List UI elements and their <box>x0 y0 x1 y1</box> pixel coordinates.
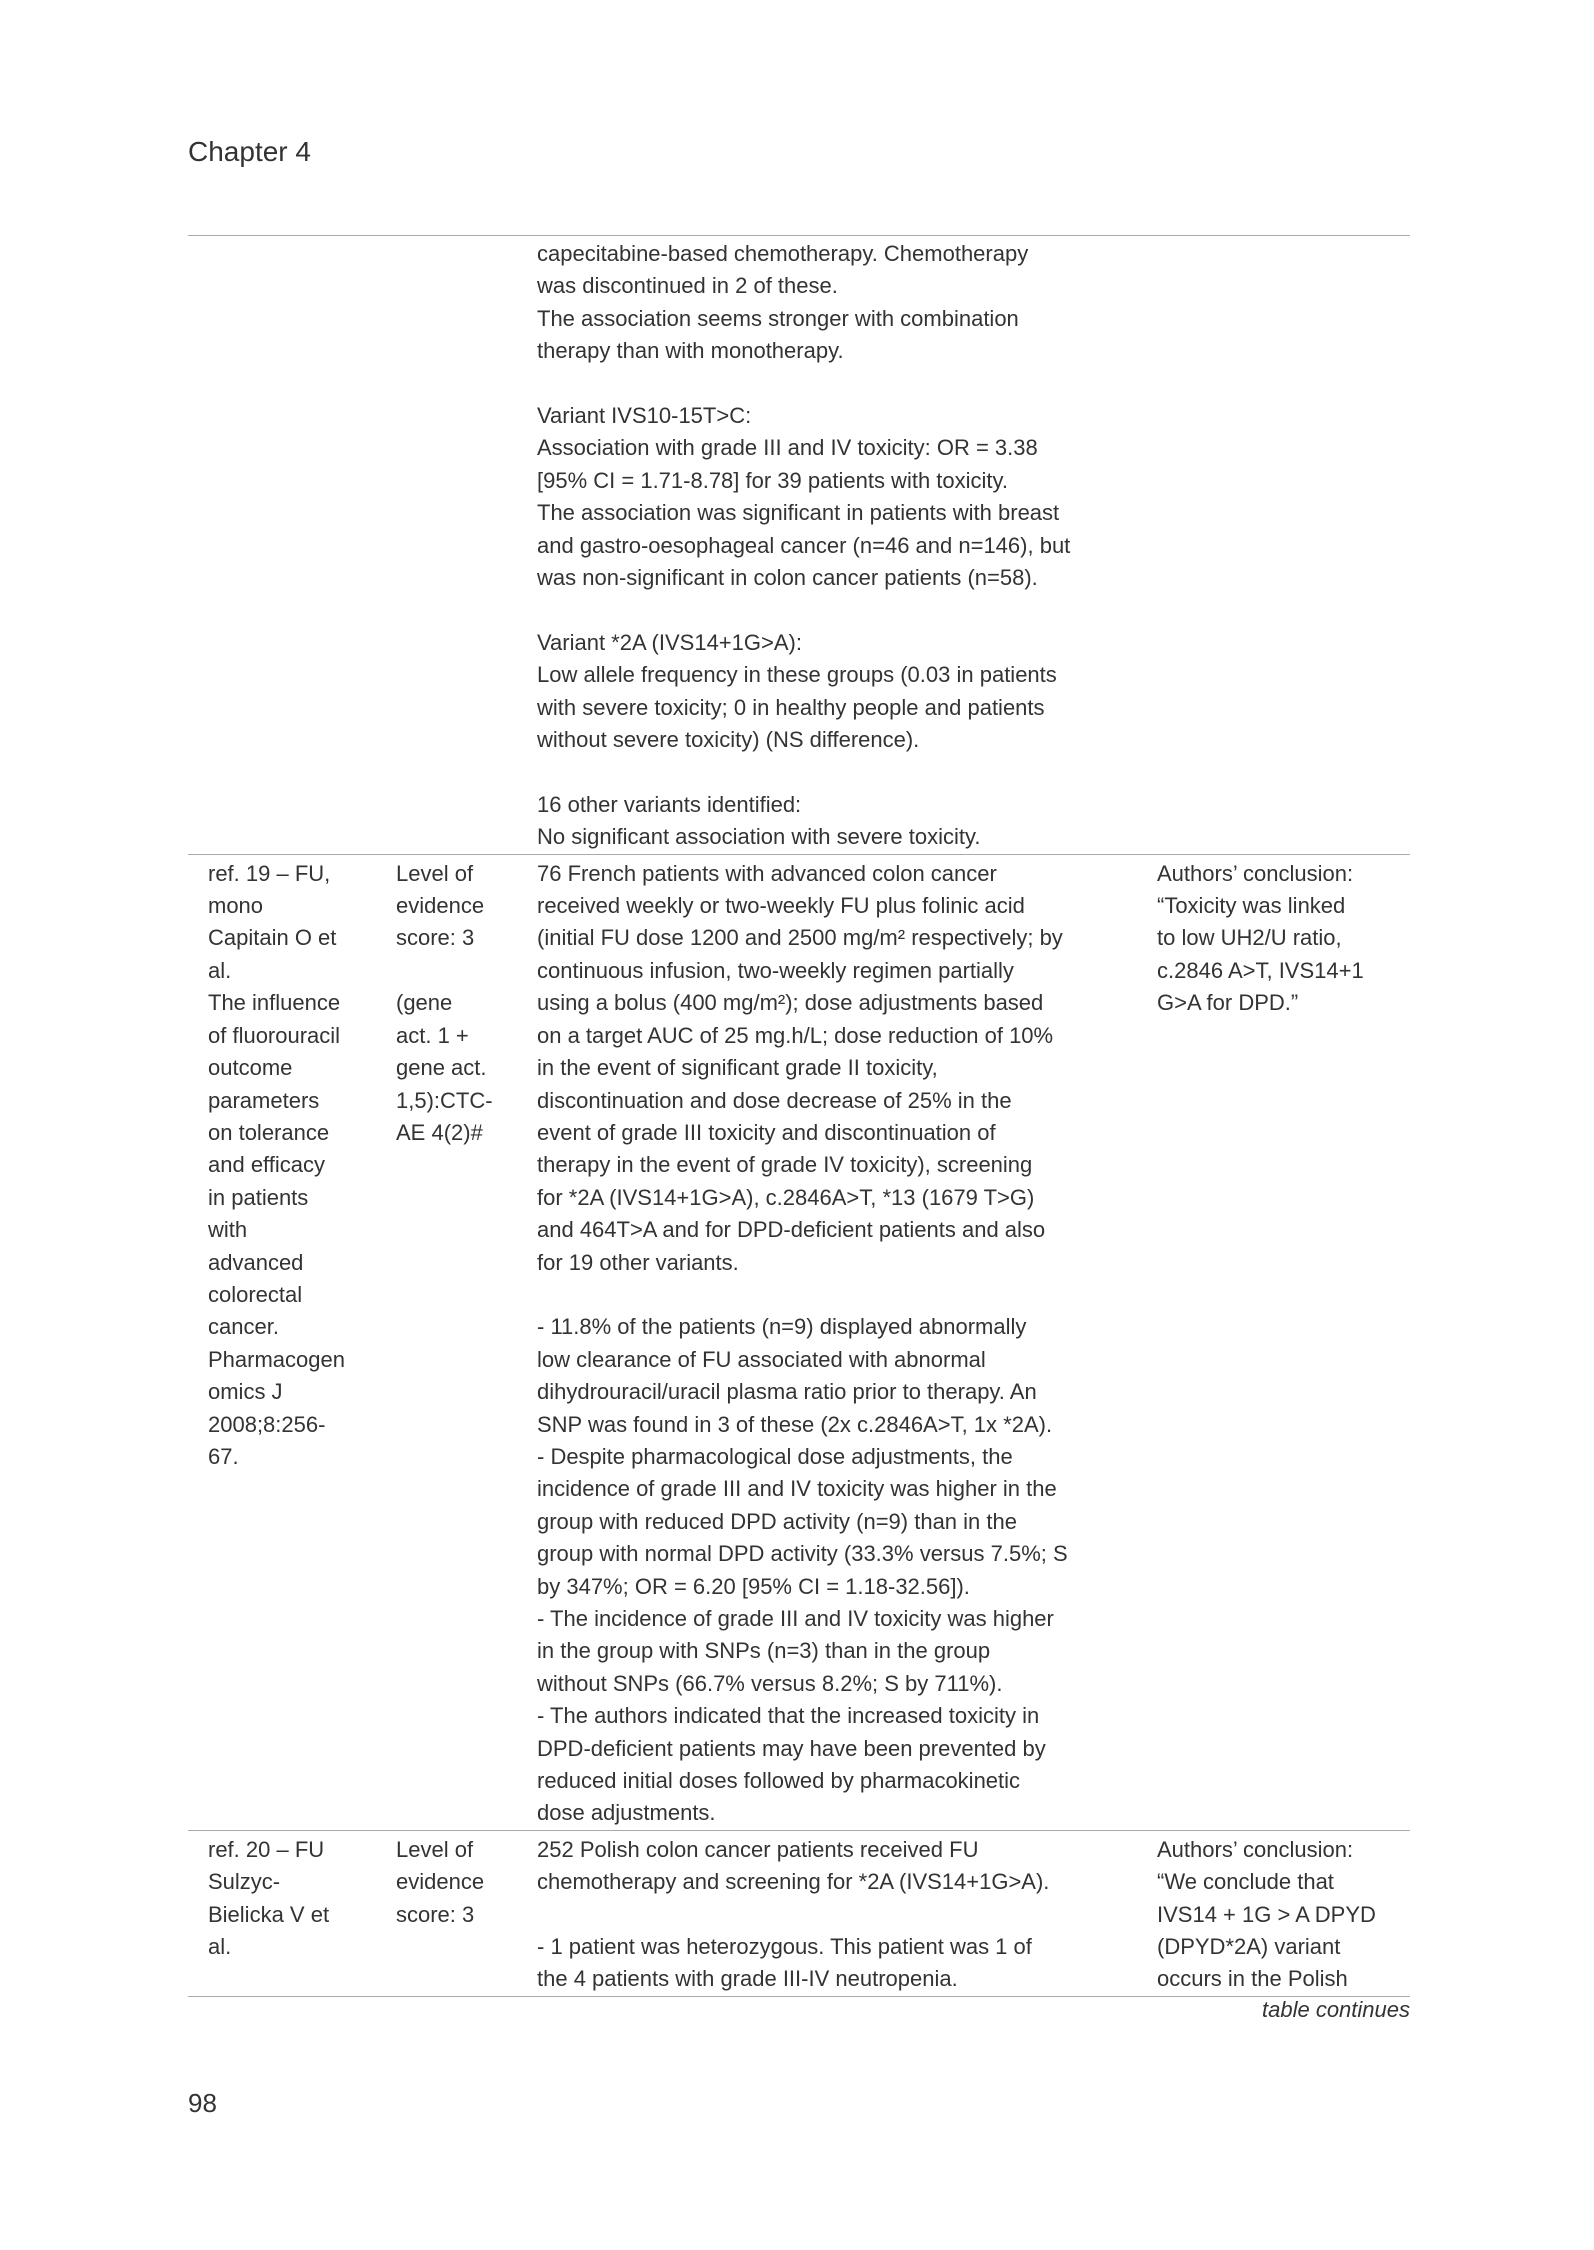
evidence-level-cell <box>396 1831 537 1996</box>
reference-line: in patients <box>208 1184 309 1210</box>
reference-line: 67. <box>208 1443 239 1469</box>
evidence-level-cell <box>396 855 537 1830</box>
findings-cell <box>537 236 1157 854</box>
findings-line: - 1 patient was heterozygous. This patient was 1 of <box>537 1934 1032 1960</box>
findings-line: 76 French patients with advanced colon cancer <box>537 860 997 886</box>
findings-paragraph <box>537 858 1157 1279</box>
findings-line: 252 Polish colon cancer patients received FU <box>537 1836 979 1862</box>
findings-line: DPD-deficient patients may have been prevented by <box>537 1735 1046 1761</box>
findings-line: dose adjustments. <box>537 1800 716 1826</box>
findings-line: 16 other variants identified: <box>537 791 802 817</box>
findings-paragraph <box>537 238 1157 368</box>
evidence-table <box>188 235 1410 1997</box>
evidence-line: (gene <box>396 990 453 1016</box>
evidence-line: score: 3 <box>396 1901 475 1927</box>
reference-line: omics J <box>208 1379 283 1405</box>
findings-line: Variant *2A (IVS14+1G>A): <box>537 629 802 655</box>
reference-line: colorectal <box>208 1281 303 1307</box>
findings-line: Association with grade III and IV toxicity: OR = 3.38 <box>537 435 1038 461</box>
reference-line: outcome <box>208 1055 293 1081</box>
findings-line: in the group with SNPs (n=3) than in the group <box>537 1638 991 1664</box>
reference-line: al. <box>208 1934 232 1960</box>
findings-line: for 19 other variants. <box>537 1249 739 1275</box>
findings-line: for *2A (IVS14+1G>A), c.2846A>T, *13 (1679 T>G) <box>537 1184 1035 1210</box>
findings-line: - The incidence of grade III and IV toxicity was higher <box>537 1606 1054 1631</box>
findings-line: low clearance of FU associated with abnormal <box>537 1346 986 1372</box>
reference-line: Sulzyc- <box>208 1869 281 1895</box>
table-continues-note: table continues <box>1262 1997 1410 2022</box>
findings-line: without severe toxicity) (NS difference). <box>537 727 920 753</box>
remarks-cell <box>1157 1831 1410 1996</box>
findings-line: (initial FU dose 1200 and 2500 mg/m² respectively; by <box>537 925 1063 951</box>
findings-line: SNP was found in 3 of these (2x c.2846A>T, 1x *2A). <box>537 1411 1053 1437</box>
findings-line: discontinuation and dose decrease of 25% in the <box>537 1087 1012 1113</box>
findings-line: event of grade III toxicity and discontinuation of <box>537 1119 996 1145</box>
findings-line: on a target AUC of 25 mg.h/L; dose reduction of 10% <box>537 1022 1054 1048</box>
findings-line: in the event of significant grade II toxicity, <box>537 1055 938 1081</box>
findings-line: continuous infusion, two-weekly regimen partially <box>537 957 1014 983</box>
evidence-line: evidence <box>396 893 485 919</box>
findings-line: group with reduced DPD activity (n=9) than in the <box>537 1508 1017 1534</box>
reference-line: on tolerance <box>208 1119 330 1145</box>
findings-line: and gastro-oesophageal cancer (n=46 and n=146), but <box>537 532 1071 558</box>
evidence-line: 1,5):CTC- <box>396 1087 493 1113</box>
findings-line: was non-significant in colon cancer patients (n=58). <box>537 565 1038 591</box>
findings-line: group with normal DPD activity (33.3% versus 7.5%; S <box>537 1541 1068 1567</box>
remarks-line: to low UH2/U ratio, <box>1157 925 1342 951</box>
reference-line: with <box>208 1217 248 1243</box>
evidence-line: gene act. <box>396 1055 487 1081</box>
remarks-line: IVS14 + 1G > A DPYD <box>1157 1901 1376 1927</box>
findings-line: was discontinued in 2 of these. <box>537 273 838 299</box>
remarks-line: “Toxicity was linked <box>1157 893 1346 919</box>
findings-line: - 11.8% of the patients (n=9) displayed abnormally <box>537 1314 1027 1340</box>
chapter-heading: Chapter 4 <box>188 136 311 167</box>
findings-paragraph <box>537 400 1157 594</box>
findings-line: dihydrouracil/uracil plasma ratio prior to therapy. An <box>537 1379 1037 1405</box>
evidence-line: Level of <box>396 860 474 886</box>
remarks-line: “We conclude that <box>1157 1869 1334 1895</box>
reference-line: Bielicka V et <box>208 1901 330 1927</box>
findings-line: by 347%; OR = 6.20 [95% CI = 1.18-32.56]). <box>537 1573 970 1599</box>
reference-cell <box>188 1831 396 1996</box>
findings-cell <box>537 855 1157 1830</box>
findings-line: The association seems stronger with combination <box>537 305 1019 331</box>
evidence-line: AE 4(2)# <box>396 1119 483 1145</box>
reference-line: 2008;8:256- <box>208 1411 326 1437</box>
table-row <box>188 855 1410 1831</box>
reference-line: advanced <box>208 1249 304 1275</box>
evidence-line: evidence <box>396 1869 485 1895</box>
findings-paragraph <box>537 789 1157 854</box>
reference-line: and efficacy <box>208 1152 326 1178</box>
findings-paragraph <box>537 1931 1157 1996</box>
findings-line: therapy in the event of grade IV toxicity), screening <box>537 1152 1033 1178</box>
evidence-line: act. 1 + <box>396 1022 469 1048</box>
findings-line: capecitabine-based chemotherapy. Chemotherapy <box>537 241 1029 266</box>
findings-line: the 4 patients with grade III-IV neutropenia. <box>537 1966 958 1992</box>
evidence-line: Level of <box>396 1836 474 1862</box>
findings-line: Low allele frequency in these groups (0.03 in patients <box>537 662 1057 688</box>
reference-line: Capitain O et <box>208 925 337 951</box>
reference-line: mono <box>208 893 264 919</box>
evidence-level-cell <box>396 236 537 854</box>
remarks-cell <box>1157 855 1410 1830</box>
reference-line: ref. 20 – FU <box>208 1836 325 1862</box>
reference-line: ref. 19 – FU, <box>208 860 331 886</box>
table-row <box>188 1831 1410 1997</box>
findings-line: The association was significant in patients with breast <box>537 500 1060 526</box>
findings-line: using a bolus (400 mg/m²); dose adjustments based <box>537 990 1044 1016</box>
remarks-line: c.2846 A>T, IVS14+1 <box>1157 957 1364 983</box>
reference-line: of fluorouracil <box>208 1022 341 1048</box>
reference-line: al. <box>208 957 232 983</box>
remarks-line: G>A for DPD.” <box>1157 990 1299 1016</box>
findings-line: - Despite pharmacological dose adjustments, the <box>537 1443 1013 1469</box>
findings-line: without SNPs (66.7% versus 8.2%; S by 711%). <box>537 1670 1003 1696</box>
remarks-line: Authors’ conclusion: <box>1157 860 1354 886</box>
findings-line: Variant IVS10-15T>C: <box>537 403 752 429</box>
remarks-line: occurs in the Polish <box>1157 1966 1348 1992</box>
findings-paragraph <box>537 1311 1157 1830</box>
findings-paragraph <box>537 627 1157 757</box>
findings-line: No significant association with severe toxicity. <box>537 824 981 850</box>
remarks-line: (DPYD*2A) variant <box>1157 1934 1341 1960</box>
findings-line: incidence of grade III and IV toxicity was higher in the <box>537 1476 1057 1502</box>
reference-line: Pharmacogen <box>208 1346 345 1372</box>
reference-line: The influence <box>208 990 341 1016</box>
remarks-line: Authors’ conclusion: <box>1157 1836 1354 1862</box>
table-row <box>188 236 1410 855</box>
findings-line: therapy than with monotherapy. <box>537 338 844 364</box>
findings-line: reduced initial doses followed by pharmacokinetic <box>537 1768 1021 1794</box>
reference-line: cancer. <box>208 1314 279 1340</box>
findings-line: and 464T>A and for DPD-deficient patients and also <box>537 1217 1046 1243</box>
reference-line: parameters <box>208 1087 320 1113</box>
findings-line: with severe toxicity; 0 in healthy people and patients <box>537 694 1045 720</box>
findings-line: - The authors indicated that the increased toxicity in <box>537 1703 1040 1729</box>
findings-line: received weekly or two-weekly FU plus folinic acid <box>537 893 1025 919</box>
evidence-line <box>396 955 537 987</box>
findings-line: chemotherapy and screening for *2A (IVS14+1G>A). <box>537 1869 1050 1895</box>
page-number: 98 <box>188 2088 217 2118</box>
reference-cell <box>188 236 396 854</box>
remarks-cell <box>1157 236 1410 854</box>
findings-cell <box>537 1831 1157 1996</box>
findings-line: [95% CI = 1.71-8.78] for 39 patients with toxicity. <box>537 467 1009 493</box>
reference-cell <box>188 855 396 1830</box>
evidence-line: score: 3 <box>396 925 475 951</box>
findings-paragraph <box>537 1834 1157 1899</box>
